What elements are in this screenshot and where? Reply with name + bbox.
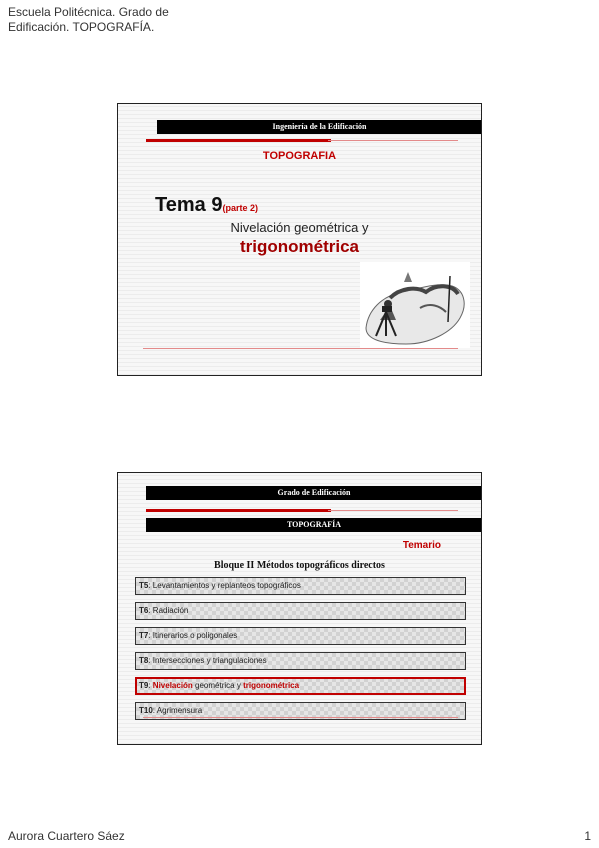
slide2-bloque-title: Bloque II Métodos topográficos directos xyxy=(214,560,385,571)
page-number: 1 xyxy=(584,829,591,843)
slide1-subtitle: Nivelación geométrica y xyxy=(230,220,369,235)
temario-list xyxy=(135,577,466,727)
slide1-red-rule xyxy=(146,139,331,142)
surveyor-illustration-icon xyxy=(360,262,470,348)
slide2-red-rule xyxy=(146,509,331,512)
slide-2 xyxy=(117,472,482,745)
slide1-footer-rule xyxy=(143,348,458,349)
page-header xyxy=(8,5,169,35)
list-item: T6: Radiación xyxy=(135,602,466,620)
list-item: T10: Agrimensura xyxy=(135,702,466,720)
tema-label: Tema 9 xyxy=(155,194,223,216)
header-line-1: Escuela Politécnica. Grado de xyxy=(8,5,169,19)
slide2-title-bar: Grado de Edificación xyxy=(146,486,482,500)
slide2-thin-rule xyxy=(328,510,458,511)
list-item-current: T9: Nivelación geométrica y trigonométrica xyxy=(135,677,466,695)
list-item: T7: Itinerarios o poligonales xyxy=(135,627,466,645)
slide1-subject: TOPOGRAFIA xyxy=(262,150,337,162)
footer-author: Aurora Cuartero Sáez xyxy=(8,829,125,843)
list-item: T5: Levantamientos y replanteos topográficos xyxy=(135,577,466,595)
slide1-subtitle-highlight: trigonométrica xyxy=(239,237,360,256)
slide2-subject-bar: TOPOGRAFÍA xyxy=(146,518,482,532)
tema-parte: (parte 2) xyxy=(222,203,258,213)
slide1-thin-rule xyxy=(328,140,458,141)
slide1-tema xyxy=(155,194,258,217)
slide2-temario: Temario xyxy=(402,540,441,551)
slide2-footer-rule xyxy=(143,717,458,718)
list-item: T8: Intersecciones y triangulaciones xyxy=(135,652,466,670)
header-line-2: Edificación. TOPOGRAFÍA. xyxy=(8,20,155,34)
slide-1 xyxy=(117,103,482,376)
slide1-title-bar: Ingeniería de la Edificación xyxy=(157,120,482,134)
